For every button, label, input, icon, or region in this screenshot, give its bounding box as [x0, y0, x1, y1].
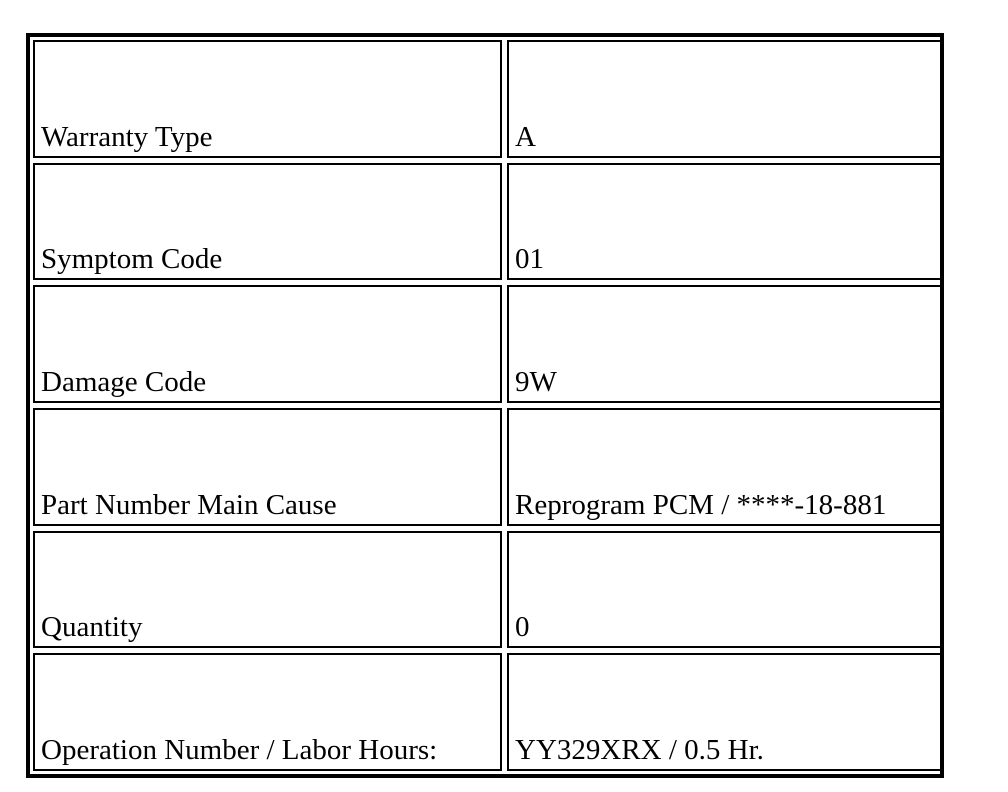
operation-number-labor-hours-label: Operation Number / Labor Hours: — [33, 653, 502, 771]
operation-number-labor-hours-value: YY329XRX / 0.5 Hr. — [507, 653, 944, 771]
symptom-code-label: Symptom Code — [33, 163, 502, 281]
quantity-label: Quantity — [33, 531, 502, 649]
part-number-main-cause-label: Part Number Main Cause — [33, 408, 502, 526]
damage-code-value: 9W — [507, 285, 944, 403]
part-number-main-cause-value: Reprogram PCM / ****-18-881 — [507, 408, 944, 526]
damage-code-label: Damage Code — [33, 285, 502, 403]
warranty-type-value: A — [507, 40, 944, 158]
warranty-claim-table — [26, 33, 944, 778]
quantity-value: 0 — [507, 531, 944, 649]
symptom-code-value: 01 — [507, 163, 944, 281]
warranty-claim-grid — [33, 40, 937, 771]
warranty-type-label: Warranty Type — [33, 40, 502, 158]
